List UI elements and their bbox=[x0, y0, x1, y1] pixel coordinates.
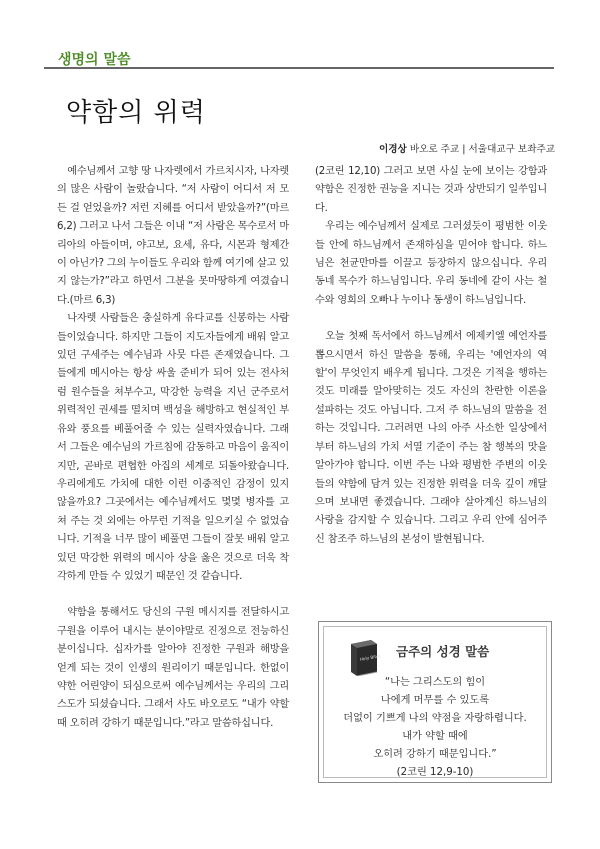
verse-line: “나는 그리스도의 힘이 bbox=[384, 677, 486, 688]
paragraph: 예수님께서 고향 땅 나자렛에서 가르치시자, 나자렛의 많은 사람이 놀랐습니다. “저 사람이 어디서 저 모든 걸 얻었을까? 저런 지혜를 어디서 받았을까?”(마르 6,2) 그러고 나서 그들은 이내 “저 사람은 목수로서 마리아의 아들이며, 야고보, 요세, 유다, 시몬과 형제간이 아닌가? 그의 누이들도 우리와 함께 여기에 살고 있지 않는가?”라고 하면서 그분을 못마땅하게 여겼습니다.(마르 6,3) bbox=[57, 166, 289, 306]
page-title: 약함의 위력 bbox=[66, 98, 206, 128]
author-title: 바오로 주교 | 서울대교구 보좌주교 bbox=[406, 144, 555, 155]
left-column bbox=[57, 163, 289, 733]
paragraph: 우리는 예수님께서 실제로 그러셨듯이 평범한 이웃들 안에 하느님께서 존재하심을 믿어야 합니다. 하느님은 천균만마를 이끌고 등장하지 않으십니다. 우리 동네 목수가 하느님입니다. 우리 동네에 같이 사는 철수와 영희의 오빠나 누이나 동생이 하느님입니다. bbox=[315, 221, 547, 306]
top-rule bbox=[44, 67, 554, 69]
author-name: 이경상 bbox=[378, 144, 407, 155]
bible-verse bbox=[319, 674, 551, 782]
paragraph: (2코린 12,10) 그러고 보면 사실 눈에 보이는 강함과 약함은 진정한 권능을 지니는 것과 상반되기 일쑤입니다. bbox=[315, 166, 547, 214]
verse-line: 내가 약할 때에 bbox=[402, 731, 468, 742]
paragraph: 나자렛 사람들은 충실하게 유다교를 신봉하는 사람들이었습니다. 하지만 그들이 지도자들에게 배워 알고 있던 구세주는 예수님과 사뭇 다른 존재였습니다. 그들에게 메시아는 항상 싸울 준비가 되어 있는 전사처럼 원수들을 쳐부수고, 막강한 능력을 지닌 군주로서 위력적인 권세를 떨치며 백성을 해방하고 현실적인 부유와 풍요를 베풀어줄 수 있는 실력자였습니다. 그래서 그들은 예수님의 가르침에 감동하고 마음이 움직이지만, 곧바로 편협한 아집의 세계로 되돌아왔습니다. 우리에게도 가치에 대한 이런 이중적인 감정이 있지 않을까요? 그곳에서는 예수님께서도 몇몇 병자를 고쳐 주는 것 외에는 아무런 기적을 일으키실 수 없었습니다. 기적을 너무 많이 베풀면 그들이 잘못 배워 알고 있던 막강한 위력의 메시아 상을 옳은 것으로 더욱 착각하게 만들 수 있었기 때문인 것 같습니다. bbox=[57, 313, 289, 582]
verse-reference: (2코린 12,9-10) bbox=[396, 767, 474, 778]
section-label: 생명의 말씀 bbox=[58, 52, 131, 68]
bible-box-title: 금주의 성경 말씀 bbox=[396, 644, 490, 659]
verse-line: 나에게 머무를 수 있도록 bbox=[380, 695, 490, 706]
bible-icon bbox=[347, 638, 381, 676]
bible-verse-box bbox=[318, 621, 552, 783]
paragraph: 약함을 통해서도 당신의 구원 메시지를 전달하시고 구원을 이루어 내시는 분이야말로 진정으로 전능하신 분이십니다. 십자가를 알아야 진정한 구원과 해방을 얻게 되는 것이 인생의 원리이기 때문입니다. 한없이 약한 어린양이 되심으로써 예수님께서는 우리의 그리스도가 되셨습니다. 그래서 사도 바오로도 “내가 약할 때 오히려 강하기 때문입니다.”라고 말씀하십니다. bbox=[57, 607, 289, 729]
svg-text:Holy Bible: Holy Bible bbox=[359, 653, 381, 662]
verse-line: 더없이 기쁘게 나의 약점을 자랑하렵니다. bbox=[343, 713, 527, 724]
byline bbox=[379, 141, 555, 155]
right-column bbox=[315, 163, 547, 549]
paragraph: 오늘 첫째 독서에서 하느님께서 에제키엘 예언자를 뽑으시면서 하신 말씀을 통해, 우리는 '예언자의 역할'이 무엇인지 배우게 됩니다. 그것은 기적을 행하는 것도 미래를 알아맞히는 것도 자신의 찬란한 이론을 설파하는 것도 아닙니다. 그저 주 하느님의 말씀을 전하는 것입니다. 그러려면 나의 아주 사소한 일상에서부터 하느님의 가치 서열 기준이 주는 참 행복의 맛을 알아가야 합니다. 이번 주는 나와 평범한 주변의 이웃들의 약함에 담겨 있는 진정한 위력을 더욱 깊이 깨달으며 보내면 좋겠습니다. 그래야 살아계신 하느님의 사랑을 감지할 수 있습니다. 그리고 우리 안에 심어주신 참조주 하느님의 본성이 발현됩니다. bbox=[315, 331, 547, 545]
verse-line: 오히려 강하기 때문입니다.” bbox=[373, 749, 497, 760]
